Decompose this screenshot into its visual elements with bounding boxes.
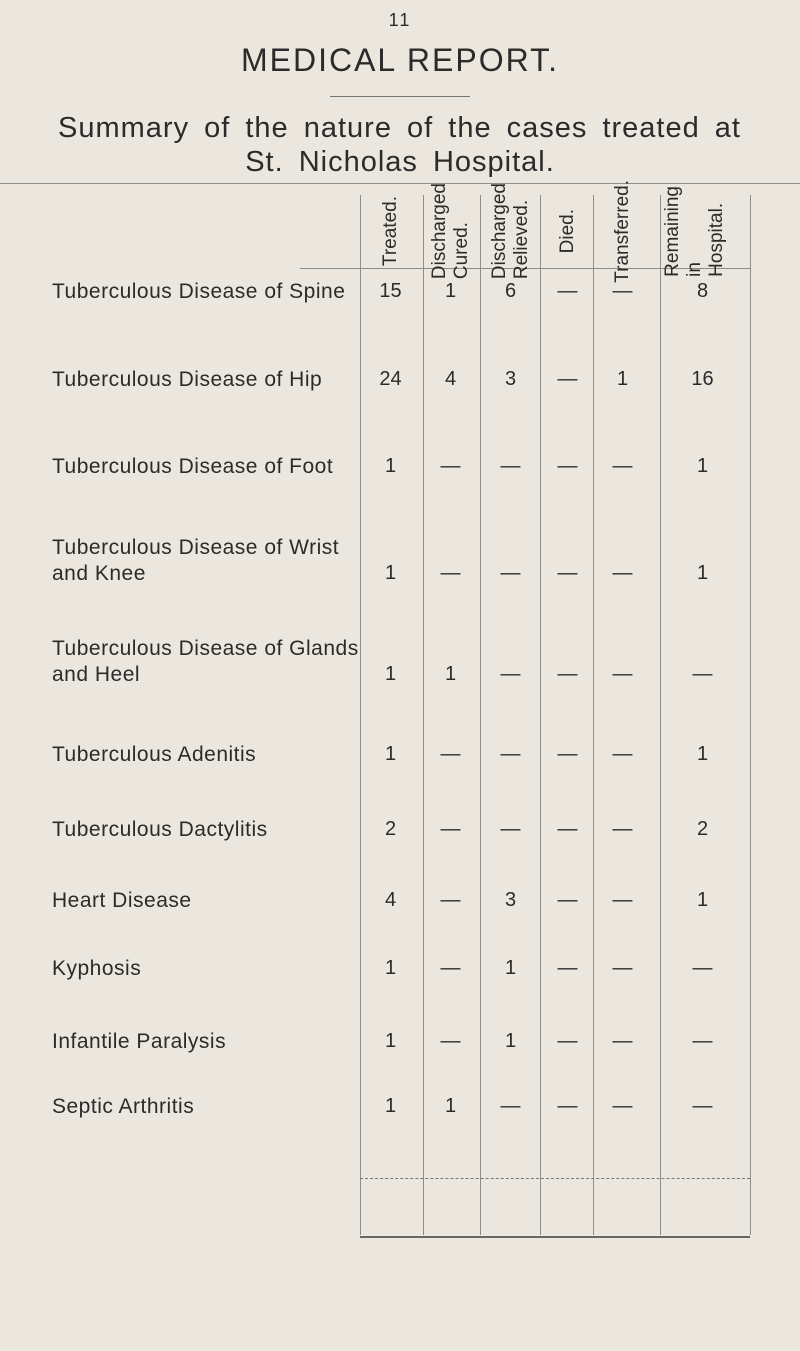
- title-underline: [330, 96, 470, 97]
- row-label: Tuberculous Disease of Hip: [52, 368, 323, 391]
- table-top-rule: [0, 183, 800, 184]
- table-row: Septic Arthritis 1 1 — — — —: [52, 1095, 713, 1118]
- row-label: Tuberculous Disease of Glands: [52, 637, 359, 660]
- table-row: Tuberculous Adenitis 1 — — — — 1: [52, 743, 709, 766]
- row-label: Tuberculous Disease of Foot: [52, 455, 334, 478]
- row-label: Tuberculous Adenitis: [52, 743, 257, 766]
- row-label: Infantile Paralysis: [52, 1030, 227, 1053]
- column-header-discharged-relieved: Discharged Relieved.: [488, 182, 532, 280]
- table-row: Tuberculous Disease of Wrist and Knee 1 — — — — 1: [52, 536, 709, 585]
- row-label-continued: and Knee: [52, 562, 146, 585]
- table-row: Heart Disease 4 — 3 — — 1: [52, 889, 709, 912]
- column-divider: [360, 195, 361, 1235]
- column-divider: [540, 195, 541, 1235]
- row-label: Tuberculous Disease of Wrist: [52, 536, 340, 559]
- row-label: Tuberculous Dactylitis: [52, 818, 268, 841]
- totals-rule: [360, 1178, 750, 1179]
- table-row: Tuberculous Disease of Spine 15 1 6 — — 8: [52, 280, 709, 303]
- row-label: Septic Arthritis: [52, 1095, 195, 1118]
- table-row: Tuberculous Disease of Hip 24 4 3 — 1 16: [52, 368, 714, 391]
- column-header-discharged-cured: Discharged Cured.: [428, 182, 472, 280]
- report-title: MEDICAL REPORT.: [240, 42, 560, 78]
- table-row: Tuberculous Disease of Glands and Heel 1 1 — — — —: [52, 637, 713, 686]
- row-label: Tuberculous Disease of Spine: [52, 280, 346, 303]
- subtitle-line-2: St. Nicholas Hospital.: [245, 146, 555, 178]
- table-row: Infantile Paralysis 1 — 1 — — —: [52, 1030, 713, 1053]
- column-header-remaining: Remaining in Hospital.: [661, 185, 727, 277]
- subtitle-line-1: Summary of the nature of the cases treated at: [58, 112, 741, 144]
- column-divider: [480, 195, 481, 1235]
- table-row: Tuberculous Disease of Foot 1 — — — — 1: [52, 455, 709, 478]
- column-divider: [750, 195, 751, 1235]
- page-number: 11: [388, 10, 412, 30]
- column-header-died: Died.: [556, 208, 578, 254]
- column-divider: [423, 195, 424, 1235]
- column-header-treated: Treated.: [379, 195, 401, 267]
- row-label: Kyphosis: [52, 957, 142, 980]
- column-header-transferred: Transferred.: [611, 179, 633, 283]
- row-label: Heart Disease: [52, 889, 192, 912]
- table-bottom-rule: [360, 1236, 750, 1238]
- column-divider: [660, 195, 661, 1235]
- table-row: Tuberculous Dactylitis 2 — — — — 2: [52, 818, 709, 841]
- row-label-continued: and Heel: [52, 663, 141, 686]
- table-row: Kyphosis 1 — 1 — — —: [52, 957, 713, 980]
- column-divider: [593, 195, 594, 1235]
